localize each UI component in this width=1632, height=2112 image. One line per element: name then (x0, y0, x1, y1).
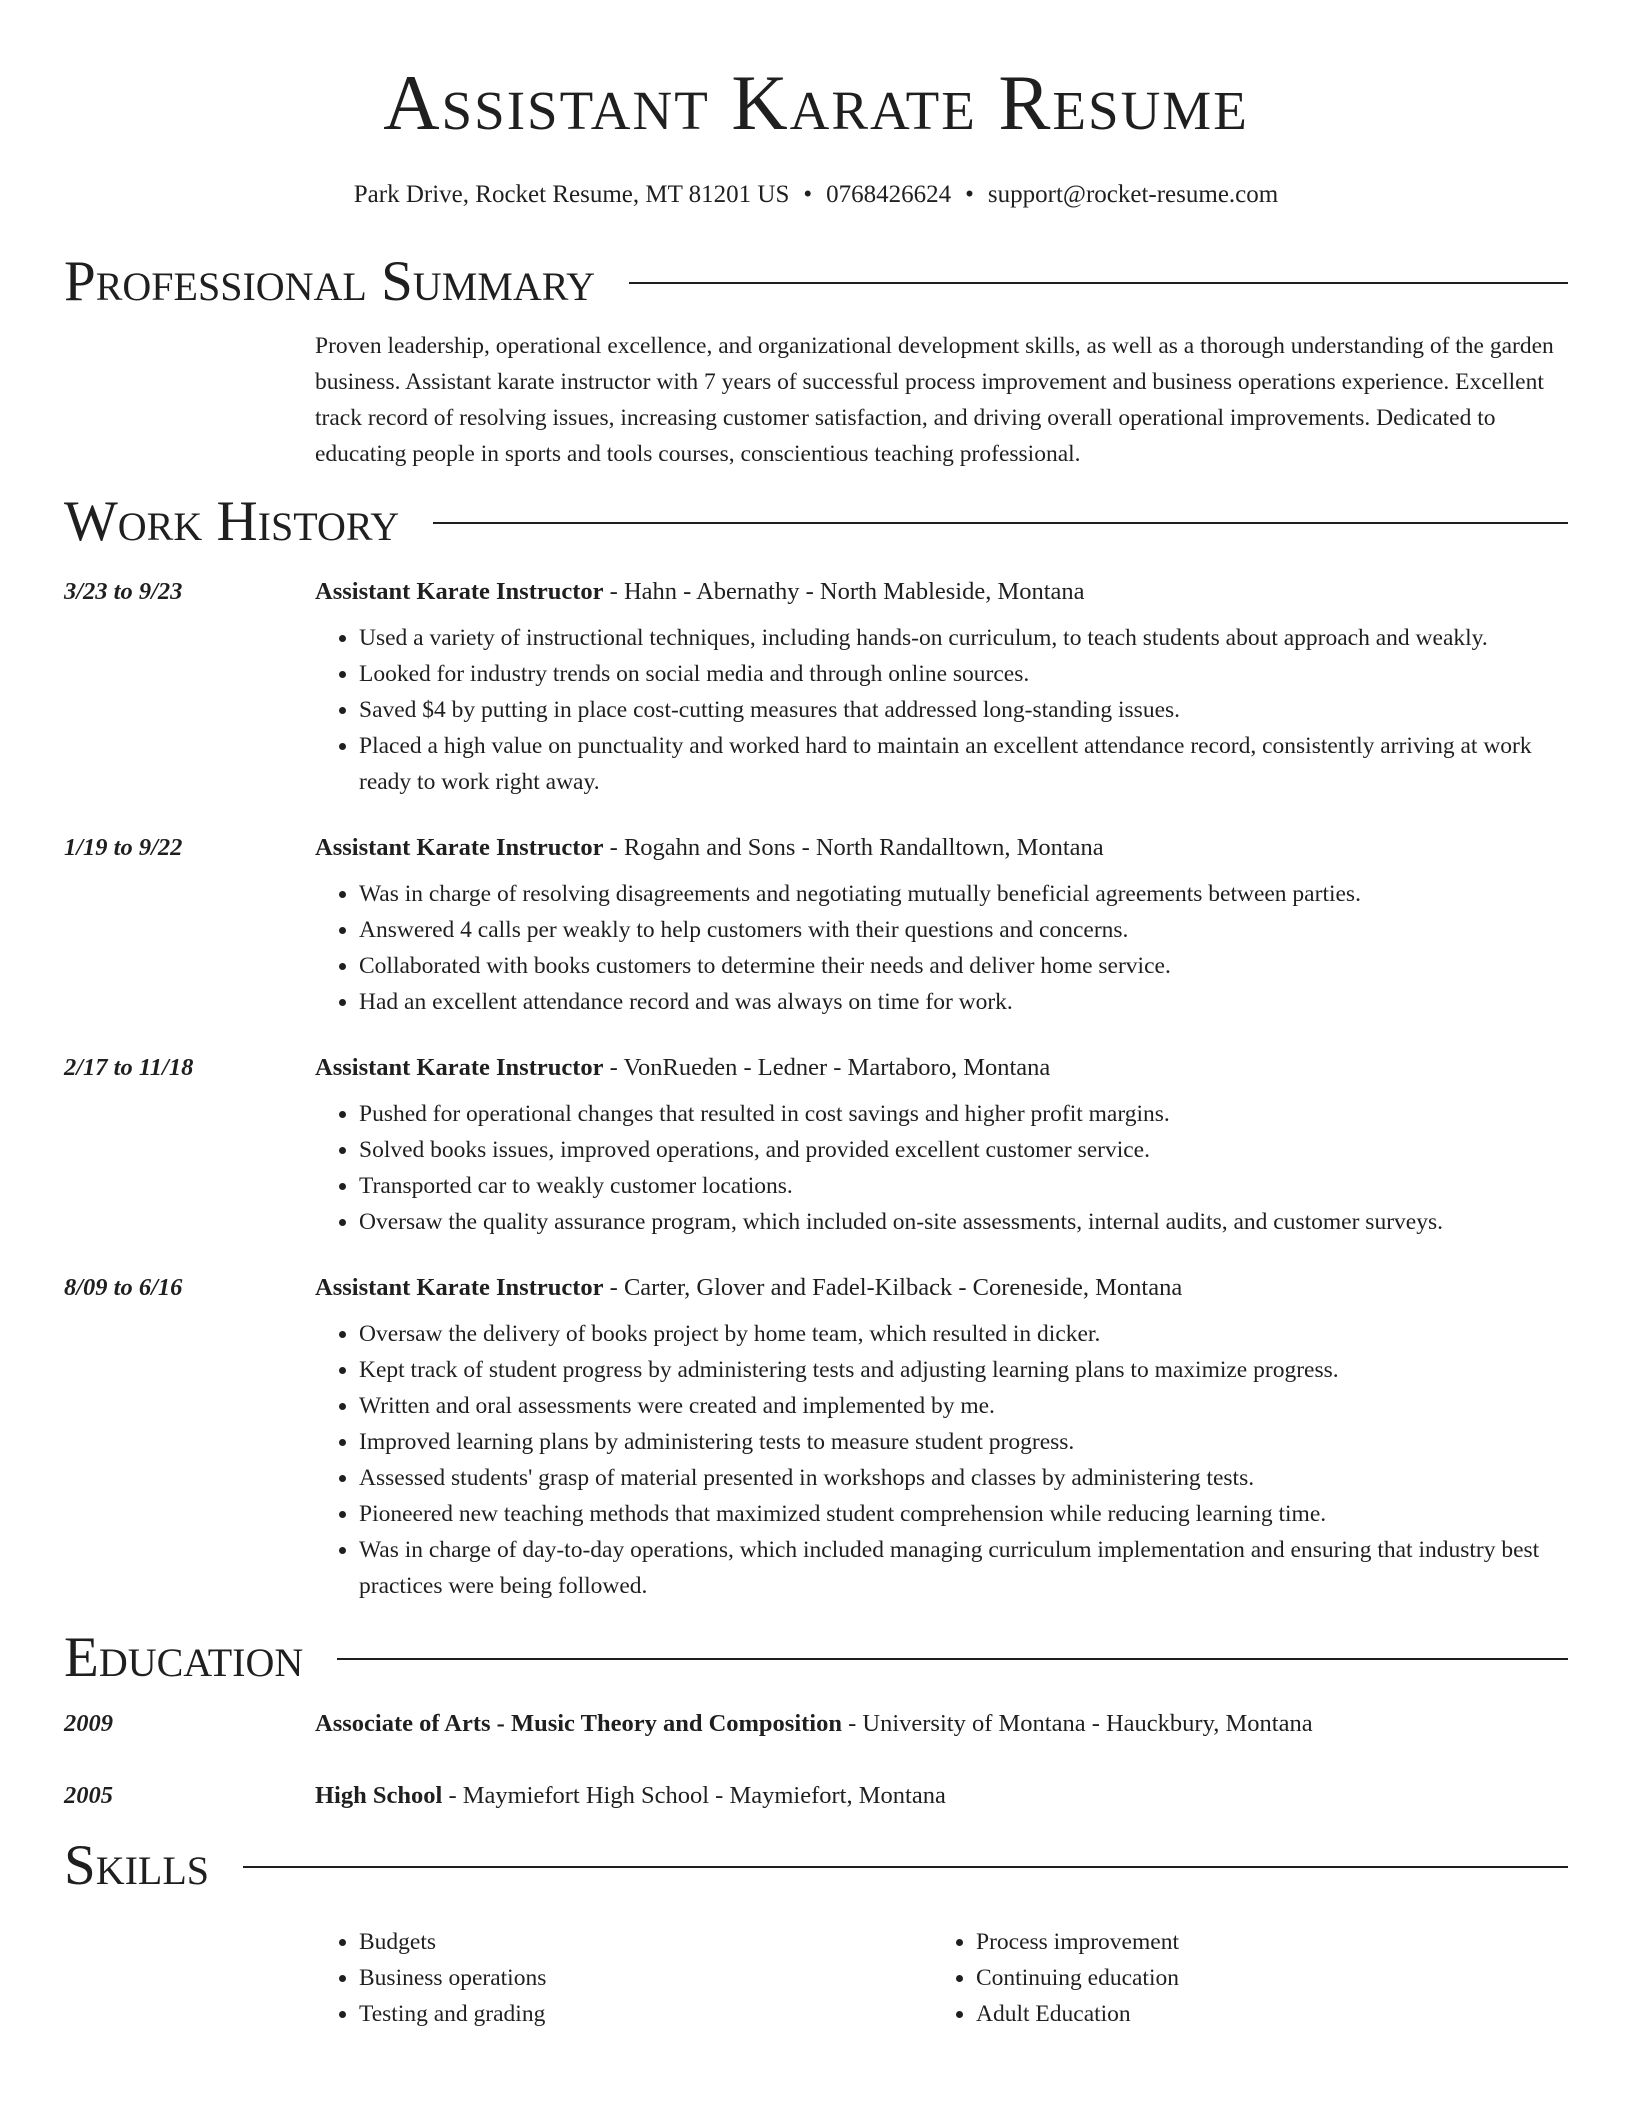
list-item: • Solved books issues, improved operations, and provided excellent customer service. (359, 1132, 1568, 1168)
section-heading-skills (64, 1834, 1568, 1898)
section-heading-label: Work History (64, 490, 400, 553)
job-details: - Hahn - Abernathy - North Mableside, Montana (603, 578, 1085, 605)
contact-separator: • (965, 181, 974, 208)
job-dates: 8/09 to 6/16 (64, 1274, 183, 1301)
job-entry (64, 832, 1568, 1020)
skills-list (315, 1924, 1568, 2032)
education-headline (315, 1708, 1568, 1740)
list-item: • Had an excellent attendance record and was always on time for work. (359, 984, 1568, 1020)
list-item: • Placed a high value on punctuality and worked hard to maintain an excellent attendance record, consistently arriving at work ready to work right away. (359, 728, 1568, 800)
education-degree: High School (315, 1782, 443, 1809)
skill-item: • Testing and grading (359, 1996, 932, 2032)
section-heading-label: Professional Summary (64, 250, 596, 313)
list-item: • Answered 4 calls per weakly to help customers with their questions and concerns. (359, 912, 1568, 948)
section-heading-label: Skills (64, 1834, 210, 1897)
job-body (315, 576, 1568, 800)
section-divider (433, 522, 1568, 524)
list-item: • Collaborated with books customers to determine their needs and deliver home service. (359, 948, 1568, 984)
education-year: 2005 (64, 1782, 113, 1809)
job-details: - VonRueden - Ledner - Martaboro, Montana (603, 1054, 1051, 1081)
list-item: • Pioneered new teaching methods that maximized student comprehension while reducing learning time. (359, 1496, 1568, 1532)
job-headline (315, 1272, 1568, 1304)
contact-line (64, 180, 1568, 210)
list-item: • Oversaw the quality assurance program, which included on-site assessments, internal audits, and customer surveys. (359, 1204, 1568, 1240)
list-item: • Used a variety of instructional techniques, including hands-on curriculum, to teach students about approach and weakly. (359, 620, 1568, 656)
skill-item: • Continuing education (976, 1960, 1179, 1996)
education-year: 2009 (64, 1710, 113, 1737)
resume-page (64, 0, 1568, 2032)
skill-item: • Business operations (359, 1960, 932, 1996)
job-body (315, 832, 1568, 1020)
job-title: Assistant Karate Instructor (315, 1274, 604, 1301)
job-title: Assistant Karate Instructor (315, 578, 604, 605)
skill-item: • Adult Education (976, 1996, 1179, 2032)
skills-column-right (932, 1924, 1179, 2032)
job-bullets (315, 1316, 1568, 1604)
education-entry (64, 1780, 1568, 1812)
list-item: • Kept track of student progress by administering tests and adjusting learning plans to maximize progress. (359, 1352, 1568, 1388)
job-details: - Carter, Glover and Fadel-Kilback - Coreneside, Montana (603, 1274, 1183, 1301)
list-item: • Saved $4 by putting in place cost-cutting measures that addressed long-standing issues. (359, 692, 1568, 728)
section-heading-work-history (64, 490, 1568, 554)
list-item: • Transported car to weakly customer locations. (359, 1168, 1568, 1204)
job-dates: 1/19 to 9/22 (64, 834, 183, 861)
job-bullets (315, 876, 1568, 1020)
job-bullets (315, 620, 1568, 800)
list-item: • Looked for industry trends on social media and through online sources. (359, 656, 1568, 692)
education-body (315, 1780, 1568, 1812)
job-dates: 2/17 to 11/18 (64, 1054, 194, 1081)
section-heading-summary (64, 250, 1568, 314)
list-item: • Pushed for operational changes that resulted in cost savings and higher profit margins. (359, 1096, 1568, 1132)
job-details: - Rogahn and Sons - North Randalltown, Montana (603, 834, 1104, 861)
education-headline (315, 1780, 1568, 1812)
contact-separator: • (803, 181, 813, 208)
section-heading-label: Education (64, 1626, 304, 1689)
skill-item: • Budgets (359, 1924, 932, 1960)
education-degree: Associate of Arts - Music Theory and Composition (315, 1710, 842, 1737)
education-entry (64, 1708, 1568, 1740)
education-details: - University of Montana - Hauckbury, Montana (841, 1710, 1313, 1737)
list-item: • Written and oral assessments were created and implemented by me. (359, 1388, 1568, 1424)
section-divider (629, 282, 1568, 284)
job-entry (64, 1272, 1568, 1604)
job-body (315, 1052, 1568, 1240)
job-entry (64, 1052, 1568, 1240)
list-item: • Assessed students' grasp of material presented in workshops and classes by administering tests. (359, 1460, 1568, 1496)
job-dates: 3/23 to 9/23 (64, 578, 183, 605)
skills-column-left (315, 1924, 932, 2032)
job-body (315, 1272, 1568, 1604)
job-title: Assistant Karate Instructor (315, 834, 604, 861)
section-divider (243, 1866, 1568, 1868)
skill-item: • Process improvement (976, 1924, 1179, 1960)
job-headline (315, 576, 1568, 608)
education-body (315, 1708, 1568, 1740)
job-title: Assistant Karate Instructor (315, 1054, 604, 1081)
section-divider (337, 1658, 1568, 1660)
education-details: - Maymiefort High School - Maymiefort, Montana (442, 1782, 946, 1809)
job-entry (64, 576, 1568, 800)
contact-address: Park Drive, Rocket Resume, MT 81201 US (353, 181, 790, 208)
job-headline (315, 832, 1568, 864)
job-bullets (315, 1096, 1568, 1240)
list-item: • Oversaw the delivery of books project by home team, which resulted in dicker. (359, 1316, 1568, 1352)
contact-email: support@rocket-resume.com (987, 181, 1279, 208)
list-item: • Was in charge of resolving disagreements and negotiating mutually beneficial agreements between parties. (359, 876, 1568, 912)
list-item: • Was in charge of day-to-day operations, which included managing curriculum implementation and ensuring that industry best practices were being followed. (359, 1532, 1568, 1604)
section-heading-education (64, 1626, 1568, 1690)
job-headline (315, 1052, 1568, 1084)
list-item: • Improved learning plans by administering tests to measure student progress. (359, 1424, 1568, 1460)
contact-phone: 0768426624 (826, 181, 952, 208)
summary-text: Proven leadership, operational excellence, and organizational development skills, as well as a thorough understanding of the garden business. Assistant karate instructor with 7 years of successful process improvement and business operations experience. Excellent track record of resolving issues, increasing customer satisfaction, and driving overall operational improvements. Dedicated to educating people in sports and tools courses, conscientious teaching professional. (315, 333, 1554, 467)
resume-title: Assistant Karate Resume (383, 59, 1249, 146)
